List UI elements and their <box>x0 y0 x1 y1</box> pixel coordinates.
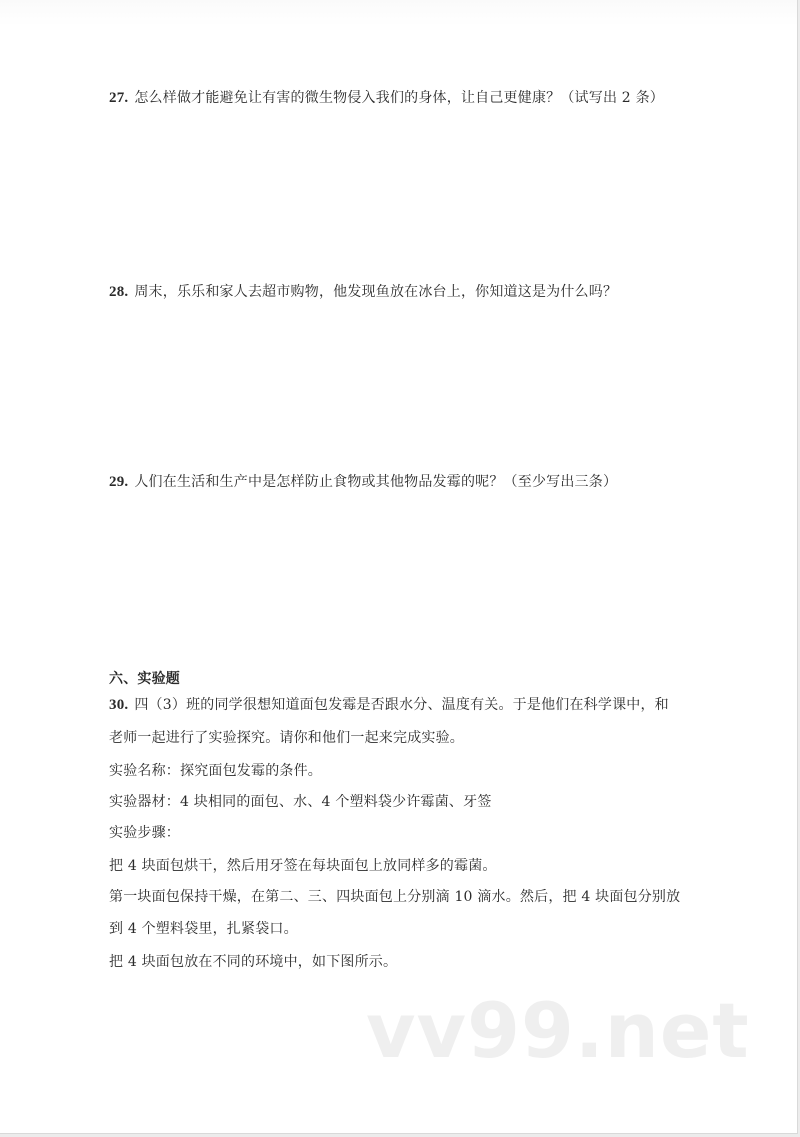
question-30-line-1 <box>109 695 669 715</box>
question-text: 四（3）班的同学很想知道面包发霉是否跟水分、温度有关。于是他们在科学课中，和 <box>134 697 669 713</box>
page-top-band <box>0 0 797 26</box>
question-number: 30. <box>109 697 129 713</box>
experiment-step-1: 把 4 块面包烘干，然后用牙签在每块面包上放同样多的霉菌。 <box>109 858 497 874</box>
question-30-line-2: 老师一起进行了实验探究。请你和他们一起来完成实验。 <box>109 730 464 746</box>
question-number: 27. <box>109 90 129 106</box>
experiment-steps-label: 实验步骤： <box>109 825 180 841</box>
question-text: 人们在生活和生产中是怎样防止食物或其他物品发霉的呢？（至少写出三条） <box>134 474 618 490</box>
question-number: 28. <box>109 284 129 300</box>
experiment-step-2-line-2: 到 4 个塑料袋里，扎紧袋口。 <box>109 921 298 937</box>
question-text: 周末，乐乐和家人去超市购物，他发现鱼放在冰台上，你知道这是为什么吗？ <box>134 284 618 300</box>
question-27 <box>109 88 664 108</box>
question-number: 29. <box>109 474 129 490</box>
watermark: vv99.net <box>366 986 750 1075</box>
question-text: 怎么样做才能避免让有害的微生物侵入我们的身体，让自己更健康？（试写出 2 条） <box>134 90 664 106</box>
section-heading: 六、实验题 <box>109 671 180 687</box>
question-29 <box>109 472 617 492</box>
experiment-step-2-line-1: 第一块面包保持干燥，在第二、三、四块面包上分别滴 10 滴水。然后，把 4 块面包分别放 <box>109 889 681 905</box>
question-28 <box>109 282 617 302</box>
experiment-step-3: 把 4 块面包放在不同的环境中，如下图所示。 <box>109 954 398 970</box>
experiment-materials: 实验器材：4 块相同的面包、水、4 个塑料袋少许霉菌、牙签 <box>109 794 492 810</box>
experiment-name: 实验名称：探究面包发霉的条件。 <box>109 763 322 779</box>
